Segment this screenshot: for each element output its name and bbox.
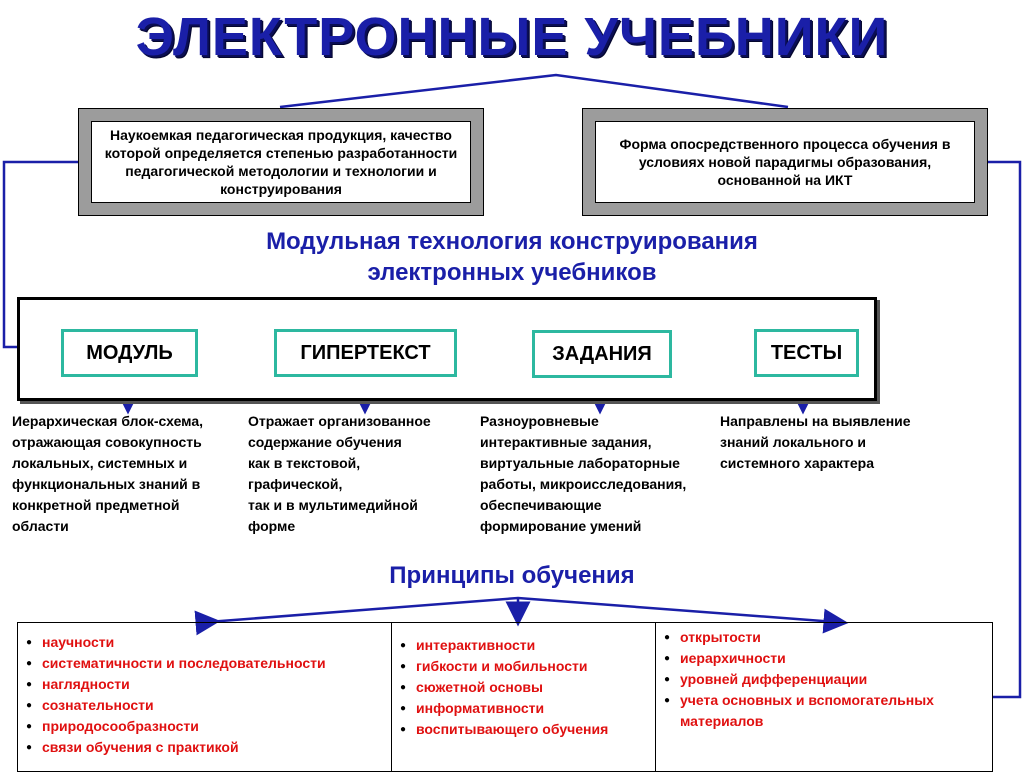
principle-item: ● систематичности и последовательности [24, 653, 391, 674]
principles-table [17, 622, 993, 772]
principle-item: ● уровней дифференциации [662, 669, 988, 690]
definition-text-right: Форма опосредственного процесса обучения в условиях новой парадигмы образования, основанной на ИКТ [595, 121, 975, 203]
principles-branch [208, 598, 836, 622]
description-zadaniya [480, 411, 720, 537]
desc-line: формирование умений [480, 518, 642, 534]
desc-line: работы, микроисследования, [480, 476, 687, 492]
principle-item: ● открытости [662, 627, 988, 648]
modular-tech-heading [200, 226, 824, 288]
principle-item: ● интерактивности [398, 635, 655, 656]
description-modul [12, 411, 244, 537]
desc-line: форме [248, 518, 296, 534]
desc-line: Разноуровневые [480, 413, 599, 429]
module-box-modul [61, 329, 198, 377]
right-bracket [986, 162, 1020, 697]
desc-line: функциональных знаний в [12, 476, 201, 492]
desc-line: локальных, системных и [12, 455, 188, 471]
principle-item: ● учета основных и вспомогательных материалов [662, 690, 988, 732]
desc-line: обеспечивающие [480, 497, 602, 513]
principle-item: ● информативности [398, 698, 655, 719]
definition-text-left: Наукоемкая педагогическая продукция, качество которой определяется степенью разработанности педагогической методологии и технологии и конструирования [91, 121, 471, 203]
desc-line: содержание обучения [248, 434, 402, 450]
desc-line: так и в мультимедийной [248, 497, 418, 513]
desc-line: Иерархическая блок-схема, [12, 413, 204, 429]
module-box-testy [754, 329, 859, 377]
module-label: МОДУЛЬ [86, 341, 173, 364]
desc-line: Отражает организованное [248, 413, 431, 429]
principles-column-1 [18, 623, 392, 771]
desc-line: графической, [248, 476, 343, 492]
desc-line: отражающая совокупность [12, 434, 202, 450]
module-box-gipertekst [274, 329, 457, 377]
desc-line: системного характера [720, 455, 874, 471]
desc-line: интерактивные задания, [480, 434, 652, 450]
principle-item: ● сюжетной основы [398, 677, 655, 698]
desc-line: конкретной предметной [12, 497, 180, 513]
desc-line: виртуальные лабораторные [480, 455, 680, 471]
principle-item: ● наглядности [24, 674, 391, 695]
description-gipertekst [248, 411, 478, 537]
principle-item: ● научности [24, 632, 391, 653]
module-label: ГИПЕРТЕКСТ [300, 341, 431, 364]
module-label: ТЕСТЫ [770, 341, 843, 364]
definition-box-right [582, 108, 988, 216]
principle-item: ● воспитывающего обучения [398, 719, 655, 740]
desc-line: как в текстовой, [248, 455, 361, 471]
module-box-zadaniya [532, 330, 672, 378]
title-connector [280, 75, 788, 107]
principles-column-3 [656, 623, 992, 771]
principle-item: ● сознательности [24, 695, 391, 716]
desc-line: области [12, 518, 69, 534]
description-testy [720, 411, 950, 474]
module-label: ЗАДАНИЯ [552, 342, 652, 365]
desc-line: Направлены на выявление [720, 413, 911, 429]
page-title: ЭЛЕКТРОННЫЕ УЧЕБНИКИ [135, 7, 889, 67]
principle-item: ● природосообразности [24, 716, 391, 737]
principle-item: ● связи обучения с практикой [24, 737, 391, 758]
heading-line-2: электронных учебников [367, 259, 657, 286]
principle-item: ● гибкости и мобильности [398, 656, 655, 677]
principle-item: ● иерархичности [662, 648, 988, 669]
desc-line: знаний локального и [720, 434, 867, 450]
definition-box-left [78, 108, 484, 216]
principles-heading: Принципы обучения [389, 562, 635, 589]
heading-line-1: Модульная технология конструирования [266, 228, 758, 255]
principles-column-2 [392, 623, 656, 771]
